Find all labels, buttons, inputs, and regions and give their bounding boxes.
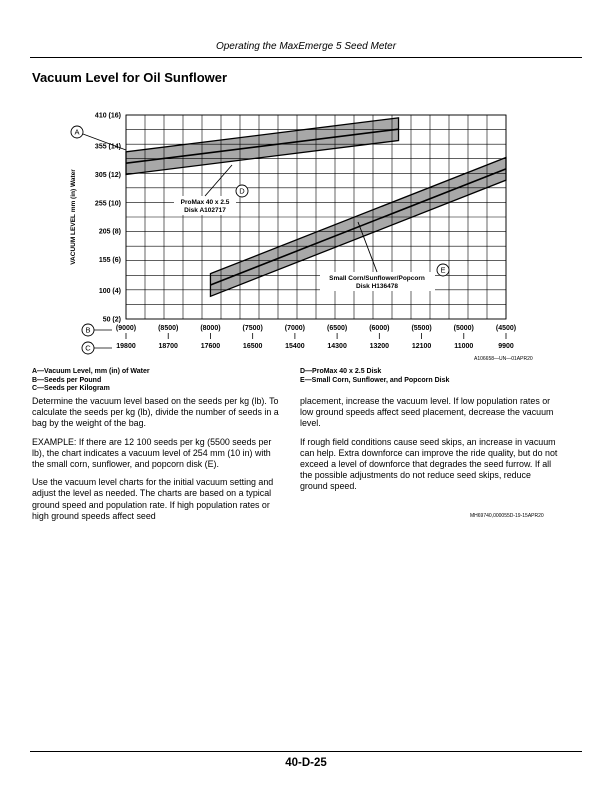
- y-tick-label: 100 (4): [98, 288, 121, 296]
- x-tick-label-per-kilogram: 9900: [498, 343, 514, 350]
- legend-item-e: E—Small Corn, Sunflower, and Popcorn Disk: [300, 376, 450, 384]
- x-tick-label-per-pound: (9000): [115, 325, 137, 332]
- legend-item-b: B—Seeds per Pound: [32, 376, 102, 384]
- section-title: Vacuum Level for Oil Sunflower: [32, 70, 228, 85]
- running-header: Operating the MaxEmerge 5 Seed Meter: [215, 41, 397, 52]
- callout-e-letter: E: [440, 265, 446, 275]
- x-tick-label-per-pound: (7000): [284, 325, 306, 332]
- legend-item-a: A—Vacuum Level, mm (in) of Water: [32, 368, 150, 375]
- series-label-line: Small Corn/Sunflower/Popcorn: [329, 275, 425, 282]
- y-tick-label: 50 (2): [102, 316, 121, 324]
- body-column-right: [300, 396, 558, 500]
- paragraph-usage: Use the vacuum level charts for the initial vacuum setting and adjust the level as needed. The charts are based on a typical ground speed and population rate. If high population rates or high ground speeds affect seed: [32, 477, 274, 521]
- x-tick-label-per-kilogram: 17600: [200, 343, 221, 350]
- document-reference: MH69740,000055D-19-15APR20: [470, 513, 544, 519]
- x-tick-label-per-kilogram: 14300: [327, 343, 347, 350]
- x-tick-label-per-pound: (4500): [495, 325, 517, 332]
- body-column-left: [32, 396, 284, 529]
- y-tick-label: 355 (14): [94, 143, 121, 151]
- x-tick-label-per-pound: (6000): [369, 325, 390, 332]
- x-tick-label-per-kilogram: 19800: [116, 343, 136, 350]
- series-label-line: Disk H136478: [356, 283, 398, 290]
- footer-rule: [30, 751, 582, 752]
- legend-right: [300, 368, 449, 385]
- callout-d-letter: D: [239, 186, 245, 196]
- leader-line-d: [205, 165, 232, 196]
- x-tick-label-per-pound: (7500): [242, 325, 263, 332]
- y-tick-label: 205 (8): [98, 228, 121, 236]
- callout-b-letter: B: [85, 325, 91, 335]
- y-tick-label: 305 (12): [94, 172, 121, 179]
- series-label-promax: [181, 199, 230, 214]
- paragraph-placement: placement, increase the vacuum level. If low population rates or low ground speeds affect seed placement, decrease the vacuum level.: [300, 396, 554, 429]
- series-label-line: ProMax 40 x 2.5: [180, 199, 230, 206]
- callout-c-letter: C: [85, 343, 91, 353]
- x-tick-label-per-kilogram: 16500: [242, 343, 263, 350]
- paragraph-seed-skips: If rough field conditions cause seed skips, an increase in vacuum can help. Extra downforce can improve the ride quality, but do not exceed a level of downforce that degrades the seed furrow. If all the possible adjustments do not reduce seed skips, reduce ground speed.: [300, 436, 558, 492]
- x-tick-label-per-pound: (8500): [158, 325, 179, 332]
- x-tick-label-per-kilogram: 18700: [158, 343, 178, 350]
- x-tick-label-per-pound: (8000): [200, 325, 221, 332]
- y-tick-label: 255 (10): [94, 200, 121, 208]
- series-centerline-2: [210, 169, 506, 285]
- page-number: 40-D-25: [285, 757, 327, 769]
- x-tick-label-per-kilogram: 11000: [454, 343, 474, 350]
- legend-item-d: D—ProMax 40 x 2.5 Disk: [300, 368, 382, 375]
- callout-a-letter: A: [74, 127, 80, 137]
- x-tick-label-per-kilogram: 12100: [411, 343, 432, 350]
- y-tick-label: 155 (6): [98, 257, 121, 264]
- x-tick-label-per-kilogram: 15400: [285, 343, 305, 350]
- y-axis-title: VACUUM LEVEL mm (in) Water: [70, 169, 77, 265]
- paragraph-example: EXAMPLE: If there are 12 100 seeds per kg (5500 seeds per lb), the chart indicates a vacuum level of 254 mm (10 in) with the small corn, sunflower, and popcorn disk (E).: [32, 436, 272, 470]
- x-tick-label-per-pound: (5000): [453, 325, 474, 332]
- legend-item-c: C—Seeds per Kilogram: [32, 385, 110, 393]
- x-tick-label-per-pound: (5500): [411, 325, 432, 332]
- x-tick-label-per-kilogram: 13200: [369, 343, 390, 350]
- figure-reference: A106658—UN—01APR20: [474, 356, 533, 362]
- paragraph-intro: Determine the vacuum level based on the seeds per kg (lb). To calculate the seeds per kg (lb), divide the number of seeds in a bag by the weight of the bag.: [32, 396, 279, 429]
- legend-left: [32, 368, 150, 394]
- series-label-line: Disk A102717: [184, 207, 226, 214]
- x-tick-label-per-pound: (6500): [326, 325, 348, 332]
- y-tick-label: 410 (16): [94, 112, 121, 120]
- vacuum-level-chart: [0, 0, 612, 370]
